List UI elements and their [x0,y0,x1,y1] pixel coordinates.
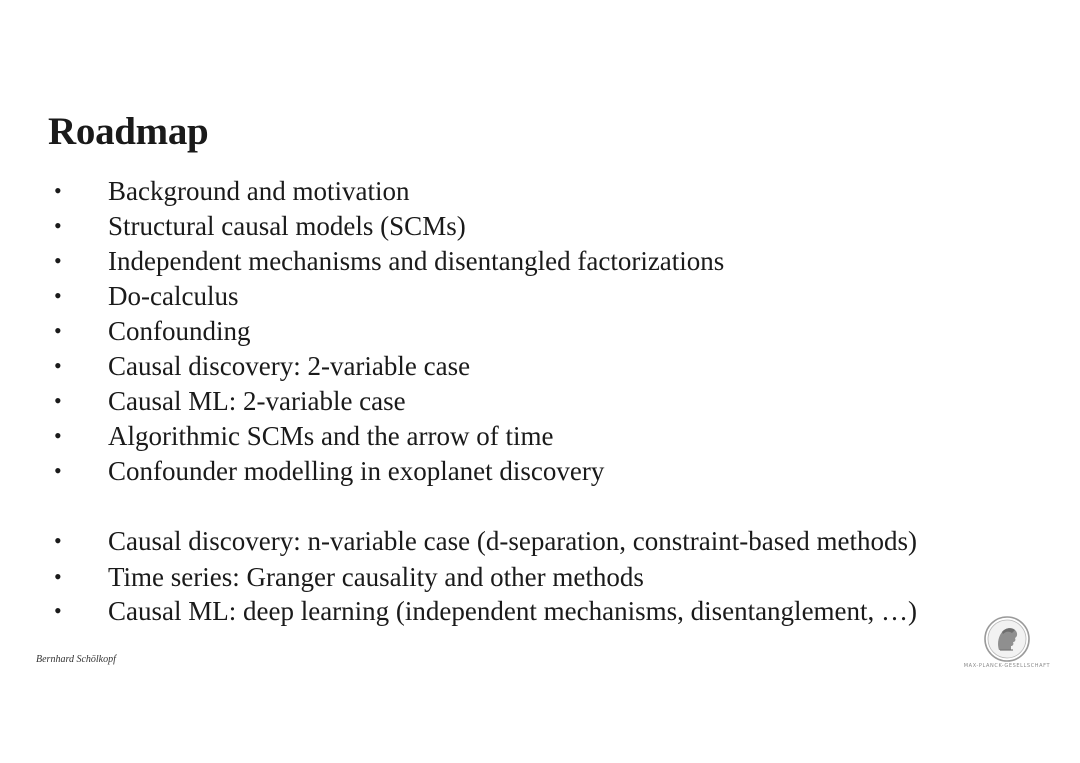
list-item-text: Causal discovery: n-variable case (d-separation, constraint-based methods) [108,526,917,556]
list-item-text: Confounder modelling in exoplanet discovery [108,456,605,486]
list-item-text: Independent mechanisms and disentangled factorizations [108,246,725,276]
list-item-text: Causal ML: deep learning (independent mechanisms, disentanglement, …) [108,596,918,626]
bullet-icon: • [54,283,62,308]
list-item-text: Causal discovery: 2-variable case [108,351,471,381]
bullet-icon: • [54,178,62,203]
list-item-text: Time series: Granger causality and other methods [108,562,644,592]
bullet-icon: • [54,423,62,448]
bullet-icon: • [54,528,62,553]
list-item-text: Causal ML: 2-variable case [108,386,406,416]
bullet-icon: • [54,213,62,238]
bullet-icon: • [54,318,62,343]
bullet-icon: • [54,388,62,413]
minerva-head-icon [982,614,1032,664]
logo-wordmark: MAX-PLANCK-GESELLSCHAFT [963,663,1051,669]
bullet-icon: • [54,248,62,273]
bullet-icon: • [54,564,62,589]
list-item-text: Do-calculus [108,281,239,311]
list-item-text: Background and motivation [108,176,410,206]
bullet-icon: • [54,598,62,623]
list-item-text: Confounding [108,316,251,346]
slide-title: Roadmap [48,110,209,153]
list-item-text: Algorithmic SCMs and the arrow of time [108,421,554,451]
list-item-text: Structural causal models (SCMs) [108,211,466,241]
bullet-icon: • [54,458,62,483]
bullet-icon: • [54,353,62,378]
author-name: Bernhard Schölkopf [36,654,116,665]
